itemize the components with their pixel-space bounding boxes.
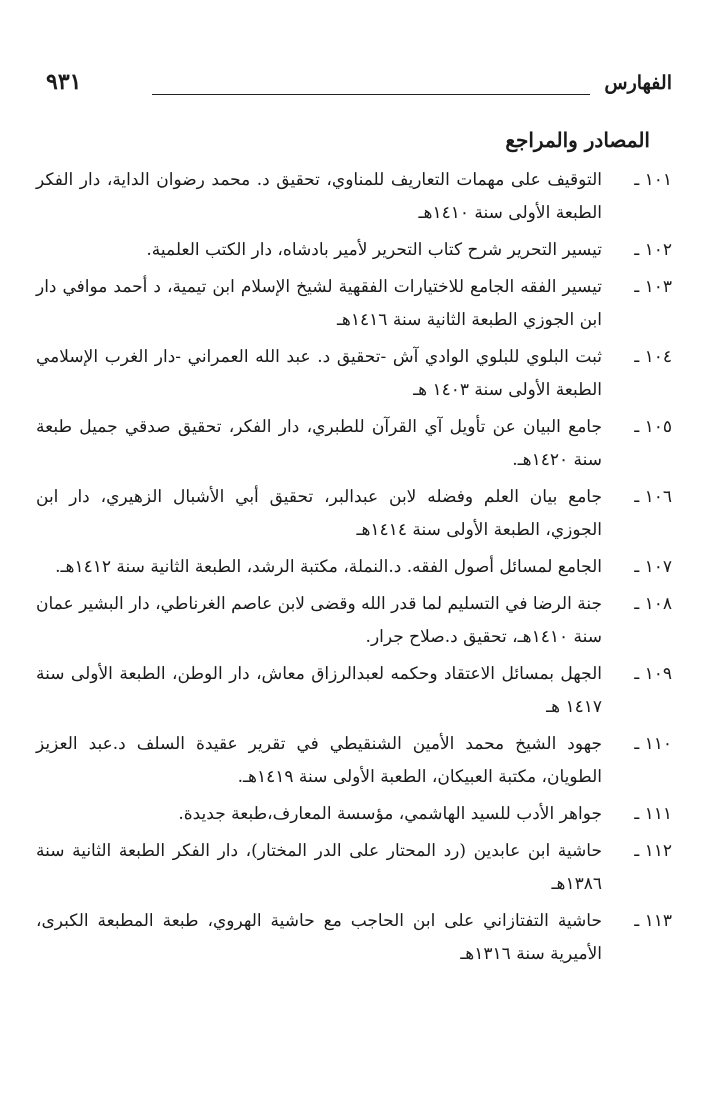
entry-number: ١٠٣ ـ [634,277,672,297]
entry-number: ١٠١ ـ [634,170,672,190]
bibliography-entry [36,588,672,654]
entry-text: جامع البيان عن تأويل آي القرآن للطبري، دار الفكر، تحقيق صدقي جميل طبعة سنة ١٤٢٠هـ. [36,417,602,470]
bibliography-entry [36,341,672,407]
page-number: ٩٣١ [46,69,82,95]
entry-text: جامع بيان العلم وفضله لابن عبدالبر، تحقيق أبي الأشبال الزهيري، دار ابن الجوزي، الطبعة الأولى سنة ١٤١٤هـ [36,487,602,540]
page-header [40,68,672,100]
bibliography-entry [36,728,672,794]
bibliography-entry [36,905,672,971]
entry-number: ١٠٩ ـ [634,664,672,684]
running-title: الفهارس [604,72,672,94]
entry-text: جنة الرضا في التسليم لما قدر الله وقضى لابن عاصم الغرناطي، دار البشير عمان سنة ١٤١٠هـ، تحقيق د.صلاح جرار. [36,594,602,647]
entry-text: الجهل بمسائل الاعتقاد وحكمه لعبدالرزاق معاش، دار الوطن، الطبعة الأولى سنة ١٤١٧ هـ [36,664,602,717]
bibliography-entry [36,798,672,831]
bibliography-entry [36,234,672,267]
entry-number: ١١١ ـ [634,804,672,824]
entry-number: ١٠٨ ـ [634,594,672,614]
bibliography-list [36,164,672,975]
entry-number: ١٠٢ ـ [634,240,672,260]
entry-number: ١٠٦ ـ [634,487,672,507]
bibliography-entry [36,271,672,337]
bibliography-entry [36,835,672,901]
entry-text: تيسير الفقه الجامع للاختيارات الفقهية لشيخ الإسلام ابن تيمية، د أحمد موافي دار ابن الجوزي الطبعة الثانية سنة ١٤١٦هـ [36,277,602,330]
entry-text: ثبت البلوي للبلوي الوادي آش -تحقيق د. عبد الله العمراني -دار الغرب الإسلامي الطبعة الأولى سنة ١٤٠٣ هـ [36,347,602,400]
entry-text: الجامع لمسائل أصول الفقه. د.النملة، مكتبة الرشد، الطبعة الثانية سنة ١٤١٢هـ. [55,557,602,577]
entry-number: ١١٢ ـ [634,841,672,861]
bibliography-entry [36,481,672,547]
entry-text: جهود الشيخ محمد الأمين الشنقيطي في تقرير عقيدة السلف د.عبد العزيز الطويان، مكتبة العبيكان، الطعبة الأولى سنة ١٤١٩هـ. [36,734,602,787]
entry-number: ١١٠ ـ [634,734,672,754]
entry-text: جواهر الأدب للسيد الهاشمي، مؤسسة المعارف،طبعة جديدة. [178,804,602,824]
bibliography-entry [36,551,672,584]
bibliography-entry [36,411,672,477]
bibliography-entry [36,658,672,724]
entry-number: ١٠٥ ـ [634,417,672,437]
section-title: المصادر والمراجع [505,128,650,152]
entry-number: ١٠٤ ـ [634,347,672,367]
header-rule [152,94,590,95]
entry-text: التوقيف على مهمات التعاريف للمناوي، تحقيق د. محمد رضوان الداية، دار الفكر الطبعة الأولى سنة ١٤١٠هـ [36,170,602,223]
entry-number: ١٠٧ ـ [634,557,672,577]
entry-text: حاشية التفتازاني على ابن الحاجب مع حاشية الهروي، طبعة المطبعة الكبرى، الأميرية سنة ١٣١٦هـ [36,911,602,964]
entry-number: ١١٣ ـ [634,911,672,931]
bibliography-entry [36,164,672,230]
entry-text: حاشية ابن عابدين (رد المحتار على الدر المختار)، دار الفكر الطبعة الثانية سنة ١٣٨٦هـ [36,841,602,894]
entry-text: تيسير التحرير شرح كتاب التحرير لأمير بادشاه، دار الكتب العلمية. [146,240,602,260]
